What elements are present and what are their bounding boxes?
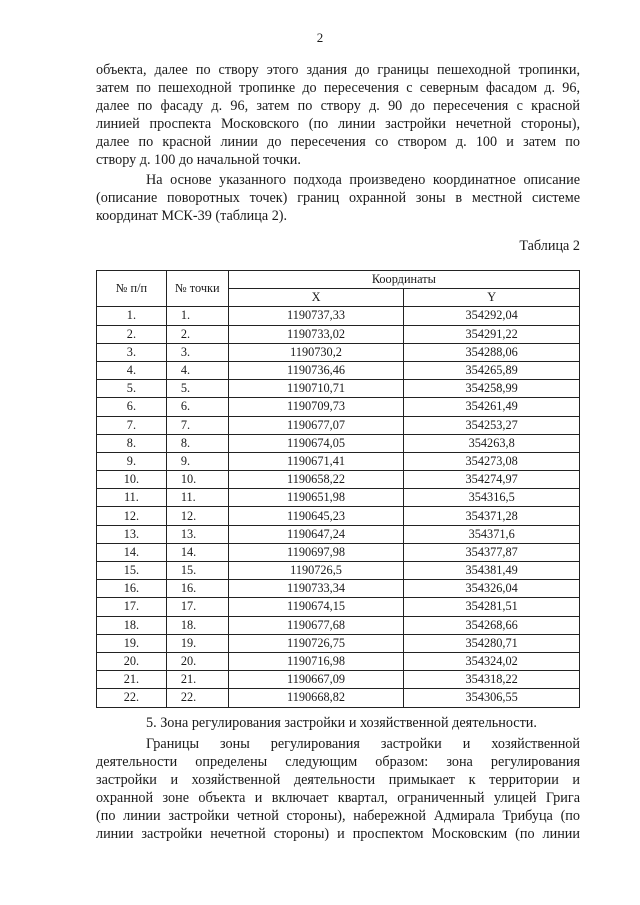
row-number-cell: 22.: [97, 689, 167, 707]
x-coordinate-cell: 1190710,71: [228, 380, 404, 398]
header-row-number: № п/п: [97, 271, 167, 307]
table-row: [97, 471, 580, 489]
table-row: [97, 489, 580, 507]
point-number-cell: 2.: [166, 325, 228, 343]
text-line: далее по фасаду д. 96, затем по створу д. 90 до пересечения с красной: [96, 98, 580, 114]
row-number-cell: 7.: [97, 416, 167, 434]
header-point-number: № точки: [166, 271, 228, 307]
x-coordinate-cell: 1190674,05: [228, 434, 404, 452]
table-row: [97, 634, 580, 652]
table-row: [97, 507, 580, 525]
row-number-cell: 9.: [97, 452, 167, 470]
text-line: линией проспекта Московского (по линии застройки нечетной стороны),: [96, 116, 580, 132]
text-line: застройки и хозяйственной деятельности примыкает к территории и: [96, 772, 580, 788]
table-row: [97, 689, 580, 707]
y-coordinate-cell: 354280,71: [404, 634, 580, 652]
row-number-cell: 12.: [97, 507, 167, 525]
text-line: линии застройки нечетной стороны) и проспектом Московским (по линии: [96, 826, 580, 842]
x-coordinate-cell: 1190671,41: [228, 452, 404, 470]
text-line: На основе указанного подхода произведено координатное описание: [146, 172, 580, 188]
header-x: X: [228, 289, 404, 307]
table-row: [97, 325, 580, 343]
y-coordinate-cell: 354281,51: [404, 598, 580, 616]
table-row: [97, 307, 580, 325]
table-row: [97, 598, 580, 616]
x-coordinate-cell: 1190726,75: [228, 634, 404, 652]
point-number-cell: 4.: [166, 361, 228, 379]
text-line: деятельности определены следующим образом: зона регулирования: [96, 754, 580, 770]
x-coordinate-cell: 1190674,15: [228, 598, 404, 616]
y-coordinate-cell: 354263,8: [404, 434, 580, 452]
point-number-cell: 20.: [166, 652, 228, 670]
row-number-cell: 20.: [97, 652, 167, 670]
y-coordinate-cell: 354291,22: [404, 325, 580, 343]
x-coordinate-cell: 1190668,82: [228, 689, 404, 707]
row-number-cell: 10.: [97, 471, 167, 489]
header-y: Y: [404, 289, 580, 307]
y-coordinate-cell: 354274,97: [404, 471, 580, 489]
y-coordinate-cell: 354377,87: [404, 543, 580, 561]
y-coordinate-cell: 354381,49: [404, 562, 580, 580]
row-number-cell: 15.: [97, 562, 167, 580]
y-coordinate-cell: 354292,04: [404, 307, 580, 325]
y-coordinate-cell: 354326,04: [404, 580, 580, 598]
point-number-cell: 13.: [166, 525, 228, 543]
row-number-cell: 13.: [97, 525, 167, 543]
x-coordinate-cell: 1190677,07: [228, 416, 404, 434]
text-line: далее по красной линии до пересечения со створом д. 100 и затем по: [96, 134, 580, 150]
y-coordinate-cell: 354268,66: [404, 616, 580, 634]
table-row: [97, 380, 580, 398]
y-coordinate-cell: 354306,55: [404, 689, 580, 707]
x-coordinate-cell: 1190647,24: [228, 525, 404, 543]
coordinates-table: [96, 270, 580, 708]
x-coordinate-cell: 1190677,68: [228, 616, 404, 634]
row-number-cell: 16.: [97, 580, 167, 598]
x-coordinate-cell: 1190667,09: [228, 671, 404, 689]
row-number-cell: 6.: [97, 398, 167, 416]
table-row: [97, 416, 580, 434]
x-coordinate-cell: 1190736,46: [228, 361, 404, 379]
y-coordinate-cell: 354273,08: [404, 452, 580, 470]
text-line: (описание поворотных точек) границ охранной зоны в местной системе: [96, 190, 580, 206]
table-row: [97, 525, 580, 543]
x-coordinate-cell: 1190709,73: [228, 398, 404, 416]
point-number-cell: 11.: [166, 489, 228, 507]
row-number-cell: 2.: [97, 325, 167, 343]
table-row: [97, 361, 580, 379]
row-number-cell: 18.: [97, 616, 167, 634]
table-row: [97, 616, 580, 634]
point-number-cell: 1.: [166, 307, 228, 325]
paragraph-regulation-zone: [96, 735, 580, 843]
x-coordinate-cell: 1190733,02: [228, 325, 404, 343]
point-number-cell: 5.: [166, 380, 228, 398]
row-number-cell: 1.: [97, 307, 167, 325]
point-number-cell: 7.: [166, 416, 228, 434]
text-line: затем по пешеходной тропинке до пересечения с северным фасадом д. 96,: [96, 80, 580, 96]
table-row: [97, 671, 580, 689]
table-row: [97, 543, 580, 561]
x-coordinate-cell: 1190726,5: [228, 562, 404, 580]
point-number-cell: 21.: [166, 671, 228, 689]
row-number-cell: 14.: [97, 543, 167, 561]
y-coordinate-cell: 354258,99: [404, 380, 580, 398]
table-row: [97, 398, 580, 416]
point-number-cell: 14.: [166, 543, 228, 561]
point-number-cell: 17.: [166, 598, 228, 616]
header-coordinates: Координаты: [228, 271, 579, 289]
row-number-cell: 8.: [97, 434, 167, 452]
text-line: охранной зоне объекта и включает квартал, ограниченный улицей Грига: [96, 790, 580, 806]
x-coordinate-cell: 1190737,33: [228, 307, 404, 325]
point-number-cell: 22.: [166, 689, 228, 707]
text-line: 5. Зона регулирования застройки и хозяйственной деятельности.: [146, 715, 537, 731]
point-number-cell: 12.: [166, 507, 228, 525]
row-number-cell: 4.: [97, 361, 167, 379]
y-coordinate-cell: 354324,02: [404, 652, 580, 670]
table-row: [97, 652, 580, 670]
x-coordinate-cell: 1190733,34: [228, 580, 404, 598]
x-coordinate-cell: 1190697,98: [228, 543, 404, 561]
table-row: [97, 434, 580, 452]
row-number-cell: 21.: [97, 671, 167, 689]
y-coordinate-cell: 354261,49: [404, 398, 580, 416]
point-number-cell: 16.: [166, 580, 228, 598]
x-coordinate-cell: 1190730,2: [228, 343, 404, 361]
table-caption: Таблица 2: [519, 238, 580, 254]
y-coordinate-cell: 354371,6: [404, 525, 580, 543]
x-coordinate-cell: 1190716,98: [228, 652, 404, 670]
row-number-cell: 19.: [97, 634, 167, 652]
y-coordinate-cell: 354318,22: [404, 671, 580, 689]
point-number-cell: 15.: [166, 562, 228, 580]
point-number-cell: 10.: [166, 471, 228, 489]
text-line: объекта, далее по створу этого здания до границы пешеходной тропинки,: [96, 62, 580, 78]
text-line: створу д. 100 до начальной точки.: [96, 152, 301, 168]
row-number-cell: 5.: [97, 380, 167, 398]
y-coordinate-cell: 354265,89: [404, 361, 580, 379]
point-number-cell: 18.: [166, 616, 228, 634]
row-number-cell: 17.: [97, 598, 167, 616]
point-number-cell: 19.: [166, 634, 228, 652]
point-number-cell: 8.: [166, 434, 228, 452]
table-row: [97, 580, 580, 598]
text-line: (по линии застройки четной стороны), набережной Адмирала Трибуца (по: [96, 808, 580, 824]
text-line: координат МСК-39 (таблица 2).: [96, 208, 288, 224]
x-coordinate-cell: 1190645,23: [228, 507, 404, 525]
section-heading: [96, 714, 580, 732]
y-coordinate-cell: 354316,5: [404, 489, 580, 507]
table-row: [97, 452, 580, 470]
paragraph-object-boundary: [96, 61, 580, 169]
point-number-cell: 6.: [166, 398, 228, 416]
table-row: [97, 343, 580, 361]
page-number: 2: [316, 30, 324, 45]
table-body: [97, 307, 580, 707]
point-number-cell: 9.: [166, 452, 228, 470]
row-number-cell: 3.: [97, 343, 167, 361]
x-coordinate-cell: 1190651,98: [228, 489, 404, 507]
point-number-cell: 3.: [166, 343, 228, 361]
table-row: [97, 562, 580, 580]
y-coordinate-cell: 354371,28: [404, 507, 580, 525]
paragraph-coordinate-description: [96, 171, 580, 225]
x-coordinate-cell: 1190658,22: [228, 471, 404, 489]
row-number-cell: 11.: [97, 489, 167, 507]
y-coordinate-cell: 354288,06: [404, 343, 580, 361]
text-line: Границы зоны регулирования застройки и хозяйственной: [146, 736, 580, 752]
y-coordinate-cell: 354253,27: [404, 416, 580, 434]
